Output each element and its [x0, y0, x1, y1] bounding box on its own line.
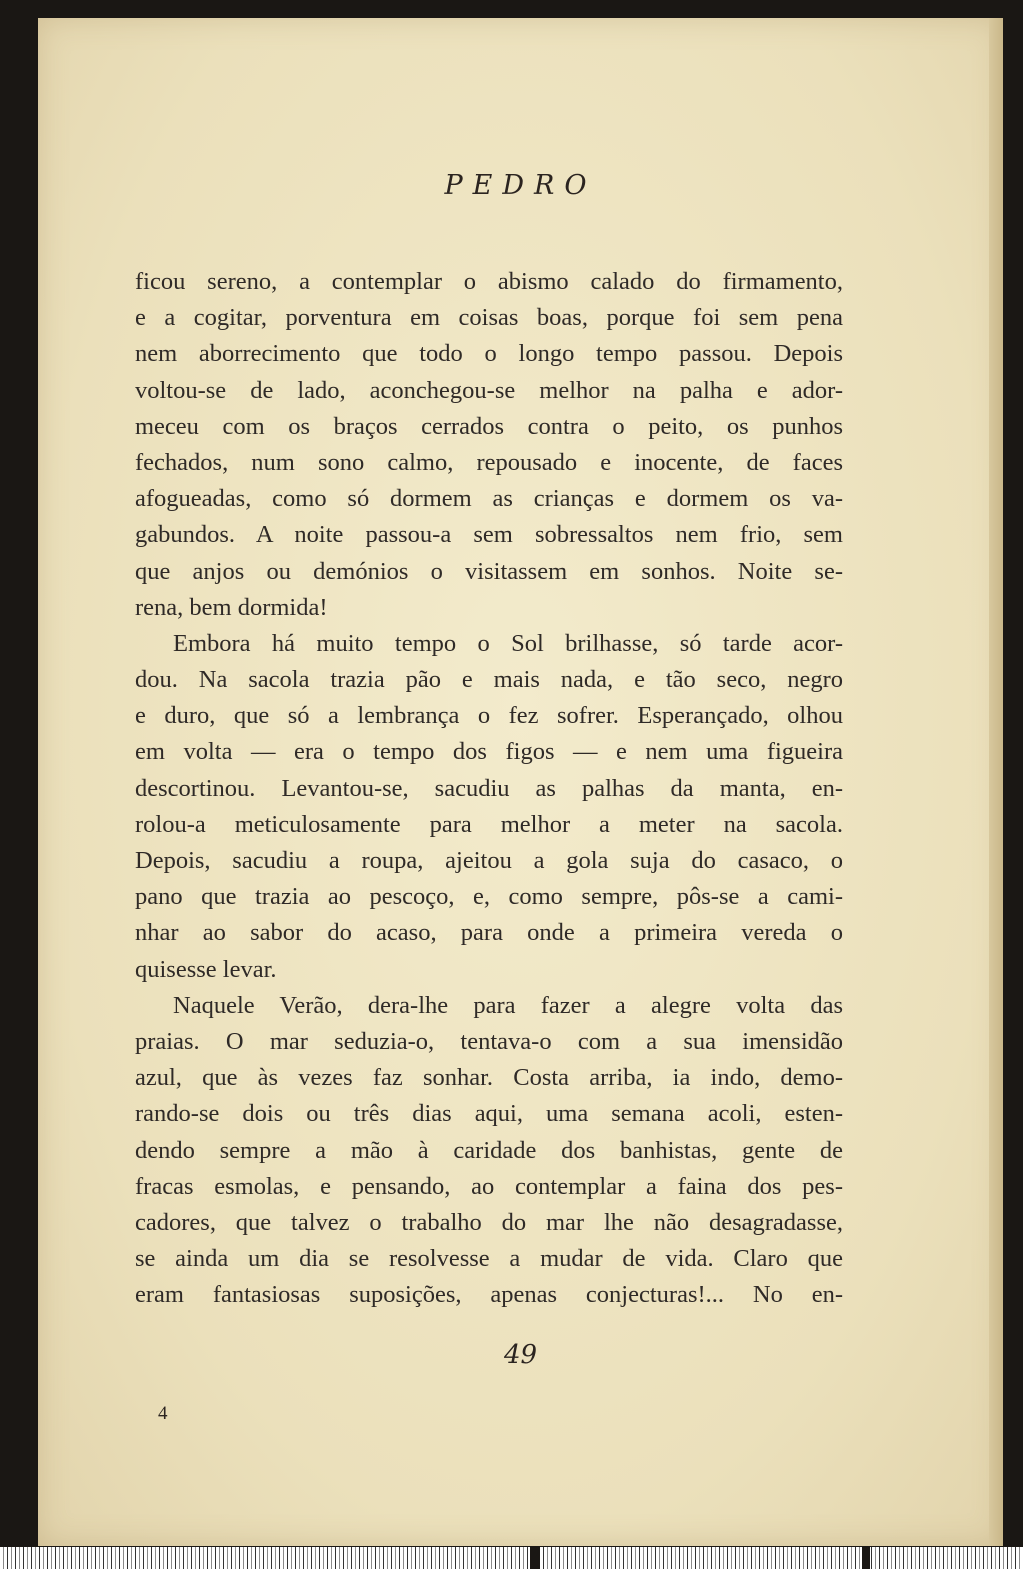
page-number: 49	[503, 1340, 538, 1370]
text-line: rena, bem dormida!	[135, 593, 328, 621]
text-line: e a cogitar, porventura em coisas boas, porque foi sem pena	[135, 304, 843, 332]
page-edge	[989, 18, 1003, 1546]
body-text	[135, 264, 843, 1313]
text-line: dendo sempre a mão à caridade dos banhistas, gente de	[135, 1136, 843, 1164]
text-line: se ainda um dia se resolvesse a mudar de vida. Claro que	[135, 1245, 843, 1273]
text-line: e duro, que só a lembrança o fez sofrer. Esperançado, olhou	[135, 702, 843, 730]
text-line: rolou-a meticulosamente para melhor a meter na sacola.	[135, 810, 843, 838]
text-line: praias. O mar seduzia-o, tentava-o com a sua imensidão	[135, 1027, 843, 1055]
text-line: eram fantasiosas suposições, apenas conjecturas!... No en-	[135, 1281, 843, 1309]
text-line: rando-se dois ou três dias aqui, uma semana acoli, esten-	[135, 1100, 843, 1128]
text-line: azul, que às vezes faz sonhar. Costa arriba, ia indo, demo-	[135, 1064, 843, 1092]
text-line: ficou sereno, a contemplar o abismo calado do firmamento,	[135, 268, 843, 295]
text-line: cadores, que talvez o trabalho do mar lhe não desagradasse,	[135, 1208, 843, 1236]
text-line: descortinou. Levantou-se, sacudiu as palhas da manta, en-	[135, 774, 843, 802]
text-line: fechados, num sono calmo, repousado e inocente, de faces	[135, 448, 843, 476]
ruler-gap	[530, 1547, 540, 1569]
text-line: quisesse levar.	[135, 955, 277, 983]
text-line: nem aborrecimento que todo o longo tempo passou. Depois	[135, 340, 843, 368]
running-head: PEDRO	[444, 170, 597, 201]
text-line: em volta — era o tempo dos figos — e nem uma figueira	[135, 738, 843, 766]
text-line: meceu com os braços cerrados contra o peito, os punhos	[135, 412, 843, 440]
text-line: que anjos ou demónios o visitassem em sonhos. Noite se-	[135, 557, 843, 585]
text-line: pano que trazia ao pescoço, e, como sempre, pôs-se a cami-	[135, 883, 843, 911]
signature-mark: 4	[158, 1403, 168, 1424]
text-line: afogueadas, como só dormem as crianças e dormem os va-	[135, 485, 843, 513]
book-page	[38, 18, 1003, 1546]
text-line: Naquele Verão, dera-lhe para fazer a alegre volta das	[173, 991, 843, 1019]
text-line: Embora há muito tempo o Sol brilhasse, só tarde acor-	[173, 629, 843, 657]
ruler-gap	[862, 1547, 870, 1569]
text-line: dou. Na sacola trazia pão e mais nada, e tão seco, negro	[135, 666, 843, 694]
text-line: Depois, sacudiu a roupa, ajeitou a gola suja do casaco, o	[135, 847, 843, 874]
text-line: nhar ao sabor do acaso, para onde a primeira vereda o	[135, 919, 843, 947]
text-line: voltou-se de lado, aconchegou-se melhor na palha e ador-	[135, 376, 843, 404]
text-line: fracas esmolas, e pensando, ao contemplar a faina dos pes-	[135, 1172, 843, 1200]
text-line: gabundos. A noite passou-a sem sobressaltos nem frio, sem	[135, 521, 843, 549]
